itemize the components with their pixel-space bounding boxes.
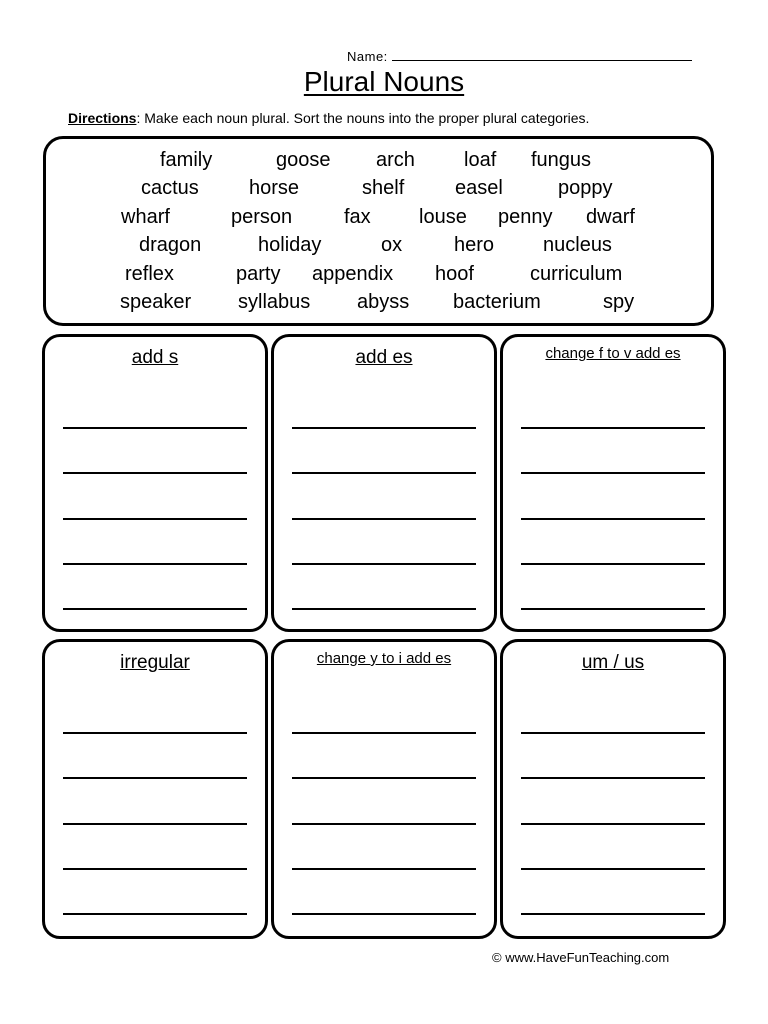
word-bank-word: abyss [357, 291, 410, 313]
word-bank-word: curriculum [530, 263, 623, 285]
directions-label: Directions [68, 110, 137, 126]
word-bank-word: reflex [125, 263, 174, 285]
word-bank-word: cactus [141, 177, 199, 199]
category-title: add es [355, 347, 413, 368]
answer-line[interactable] [63, 427, 247, 429]
answer-line[interactable] [63, 732, 247, 734]
category-title: change y to i add es [316, 650, 452, 667]
word-bank-word: party [236, 263, 281, 285]
category-box-add-es [271, 334, 497, 632]
answer-line[interactable] [292, 823, 476, 825]
word-bank-word: nucleus [543, 234, 612, 256]
answer-line[interactable] [521, 518, 705, 520]
answer-line[interactable] [292, 427, 476, 429]
answer-line[interactable] [521, 868, 705, 870]
word-bank-word: speaker [120, 291, 192, 313]
word-bank-word: holiday [258, 234, 322, 256]
word-bank-word: family [160, 149, 213, 171]
answer-line[interactable] [521, 472, 705, 474]
answer-line[interactable] [292, 732, 476, 734]
answer-line[interactable] [63, 563, 247, 565]
answer-line[interactable] [521, 777, 705, 779]
word-bank-word: loaf [464, 149, 497, 171]
category-title: add s [131, 347, 179, 368]
word-bank-word: fungus [531, 149, 592, 171]
category-title: um / us [581, 652, 645, 673]
word-bank-word: person [231, 206, 293, 228]
answer-line[interactable] [521, 823, 705, 825]
name-label: Name: [347, 49, 388, 64]
word-bank-word: fax [344, 206, 371, 228]
answer-line[interactable] [63, 823, 247, 825]
word-bank-word: easel [455, 177, 503, 199]
word-bank [43, 136, 714, 326]
word-bank-word: goose [276, 149, 331, 171]
directions-text: : Make each noun plural. Sort the nouns into the proper plural categories. [136, 110, 590, 126]
word-bank-word: ox [381, 234, 403, 256]
answer-line[interactable] [63, 518, 247, 520]
answer-line[interactable] [521, 913, 705, 915]
word-bank-word: shelf [362, 177, 405, 199]
answer-line[interactable] [521, 608, 705, 610]
answer-line[interactable] [63, 913, 247, 915]
word-bank-word: syllabus [238, 291, 311, 313]
word-bank-word: dragon [139, 234, 202, 256]
name-line [347, 48, 692, 64]
word-bank-word: hoof [435, 263, 474, 285]
word-bank-word: hero [454, 234, 495, 256]
word-bank-word: arch [376, 149, 415, 171]
category-title: irregular [120, 652, 190, 673]
answer-line[interactable] [292, 608, 476, 610]
page-title: Plural Nouns [303, 66, 465, 97]
answer-line[interactable] [292, 472, 476, 474]
answer-line[interactable] [292, 913, 476, 915]
answer-line[interactable] [63, 777, 247, 779]
answer-line[interactable] [292, 868, 476, 870]
answer-line[interactable] [63, 472, 247, 474]
answer-line[interactable] [63, 608, 247, 610]
category-box-irregular [42, 639, 268, 939]
category-title: change f to v add es [545, 345, 681, 362]
answer-line[interactable] [292, 777, 476, 779]
category-box-um-us [500, 639, 726, 939]
answer-line[interactable] [292, 518, 476, 520]
copyright-footer: © www.HaveFunTeaching.com [492, 950, 670, 965]
word-bank-word: dwarf [586, 206, 635, 228]
word-bank-word: spy [603, 291, 635, 313]
name-blank-line[interactable] [392, 48, 692, 61]
word-bank-word: wharf [121, 206, 170, 228]
word-bank-word: poppy [558, 177, 613, 199]
word-bank-word: appendix [312, 263, 394, 285]
answer-line[interactable] [521, 732, 705, 734]
answer-line[interactable] [521, 563, 705, 565]
word-bank-word: penny [498, 206, 553, 228]
answer-line[interactable] [292, 563, 476, 565]
category-box-change-y-to-i [271, 639, 497, 939]
category-box-change-f-to-v [500, 334, 726, 632]
directions [68, 110, 589, 126]
answer-line[interactable] [63, 868, 247, 870]
word-bank-word: bacterium [453, 291, 541, 313]
category-box-add-s [42, 334, 268, 632]
word-bank-word: horse [249, 177, 300, 199]
word-bank-word: louse [419, 206, 467, 228]
answer-line[interactable] [521, 427, 705, 429]
